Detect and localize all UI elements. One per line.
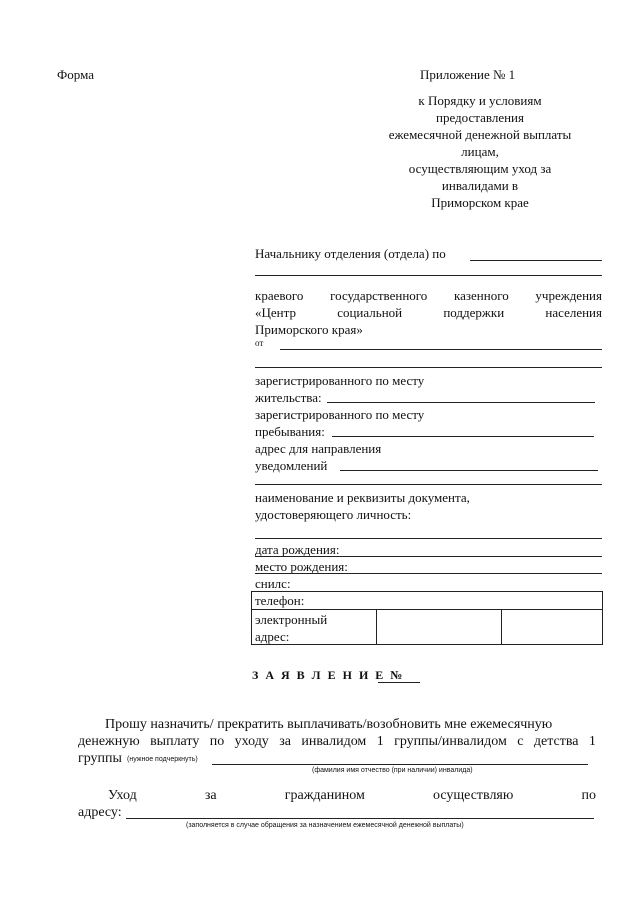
request-word: детства [533,734,579,749]
care-address-note: (заполняется в случае обращения за назначением ежемесячной денежной выплаты) [186,822,464,829]
from-line [280,349,602,350]
care-word: гражданином [284,788,365,803]
reg-residence-line [327,402,595,403]
email-label-2: адрес: [255,629,290,644]
birth-place-label: место рождения: [255,559,348,574]
snils-label: снилс: [255,576,291,591]
institution-word: казенного [454,288,509,303]
reg-residence-label-2: жительства: [255,390,322,405]
institution-line-3: Приморского края» [255,322,363,337]
institution-line-1 [255,287,602,304]
notify-label: адрес для направления [255,441,382,456]
institution-word: государственного [330,288,428,303]
request-word: за [279,734,291,749]
request-line-1: Прошу назначить/ прекратить выплачивать/возобновить мне ежемесячную [105,717,553,732]
invalid-name-note: (фамилия имя отчество (при наличии) инвалида) [312,767,473,774]
reg-residence-label: зарегистрированного по месту [255,373,425,388]
care-word: осуществляю [432,788,514,803]
reg-stay-label-2: пребывания: [255,424,325,439]
care-word: по [581,788,596,803]
email-label: электронный [255,612,328,627]
form-label: Форма [57,67,94,82]
phone-cell [251,591,603,610]
appendix-line: осуществляющим уход за [408,161,552,176]
underline-note: (нужное подчеркнуть) [127,756,198,763]
institution-word: «Центр [255,305,296,320]
phone-label: телефон: [255,593,305,608]
request-line-2 [78,733,596,750]
request-word: по [209,734,225,749]
request-word: группы/инвалидом [394,734,507,749]
appendix-line: Приморском крае [431,195,529,210]
care-address-line [126,818,594,819]
appendix-line: к Порядку и условиям [418,93,542,108]
addressee-blank-line [255,275,602,276]
institution-word: краевого [255,288,304,303]
addressee-to-line [470,260,602,261]
institution-word: населения [545,305,602,320]
from-line-2 [255,367,602,368]
doc-label-2: удостоверяющего личность: [255,507,412,522]
reg-stay-label: зарегистрированного по месту [255,407,425,422]
request-word: с [517,734,524,749]
request-word: инвалидом [301,734,367,749]
request-word: выплату [150,734,200,749]
statement-title: З А Я В Л Е Н И Е № [252,668,405,682]
appendix-line: инвалидами в [441,178,519,193]
request-line-3: группы [78,751,122,766]
from-label: от [255,338,264,348]
request-word: 1 [376,734,384,749]
request-word: уходу [234,734,269,749]
reg-stay-line [332,436,594,437]
care-line-2: адресу: [78,805,122,820]
email-cell-1 [376,609,502,645]
birth-date-label: дата рождения: [255,542,340,557]
statement-number-line [378,682,420,683]
appendix-line: ежемесячной денежной выплаты [388,127,572,142]
birth-date-line [255,556,602,557]
notify-label-2: уведомлений [255,458,328,473]
care-word: за [204,788,217,803]
institution-word: учреждения [535,288,602,303]
email-cell-2 [501,609,603,645]
appendix-line: предоставления [436,110,524,125]
institution-line-2 [255,304,602,321]
addressee-to: Начальнику отделения (отдела) по [255,246,446,261]
notify-line-2 [255,484,602,485]
doc-label: наименование и реквизиты документа, [255,490,470,505]
appendix-title: Приложение № 1 [420,67,516,82]
appendix-line: лицам, [461,144,499,159]
notify-line [340,470,598,471]
doc-line [255,538,602,539]
birth-place-line [255,573,602,574]
institution-word: поддержки [443,305,505,320]
invalid-name-line [212,764,588,765]
email-label-cell [251,609,377,645]
care-word: Уход [108,788,137,803]
care-line-1 [108,787,596,804]
institution-word: социальной [337,305,403,320]
appendix-reference [360,92,600,211]
request-word: денежную [78,734,140,749]
request-word: 1 [588,734,596,749]
